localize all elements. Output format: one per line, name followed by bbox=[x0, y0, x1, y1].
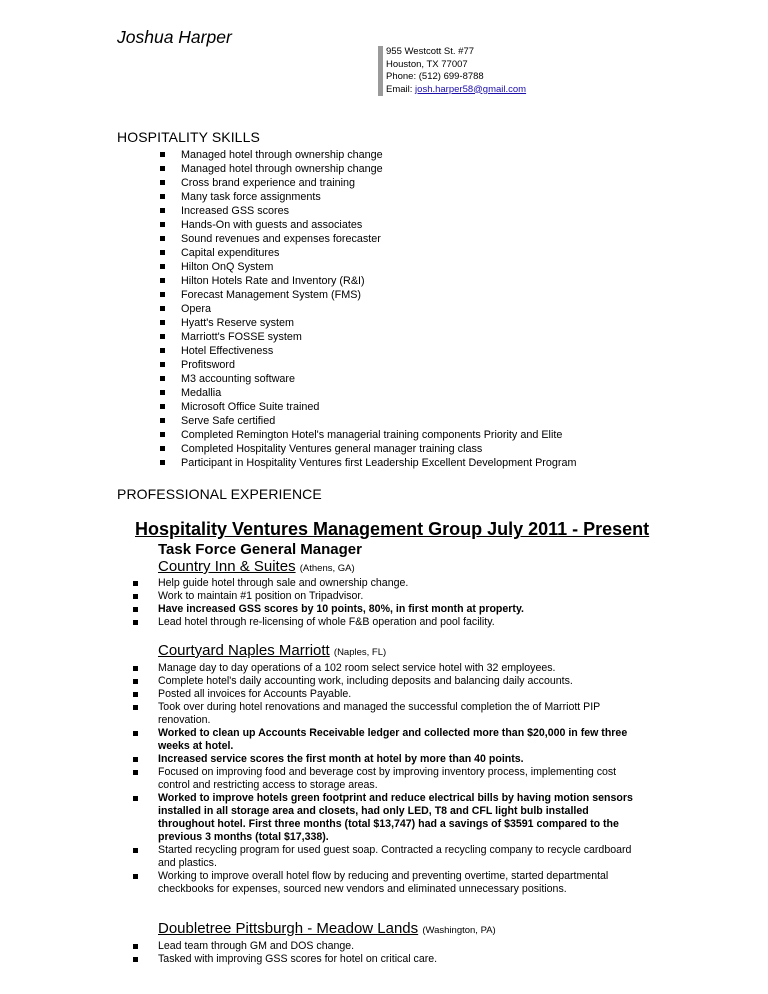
bullet-icon bbox=[160, 418, 165, 423]
list-item bbox=[133, 590, 643, 603]
bullet-icon bbox=[160, 222, 165, 227]
bullet-icon bbox=[160, 264, 165, 269]
skill-text: Completed Remington Hotel's managerial training components Priority and Elite bbox=[181, 429, 563, 441]
bullet-icon bbox=[160, 446, 165, 451]
skill-text: Managed hotel through ownership change bbox=[181, 163, 383, 175]
duty-text: Have increased GSS scores by 10 points, 80%, in first month at property. bbox=[158, 603, 524, 615]
role-title: Task Force General Manager bbox=[158, 541, 362, 558]
duties-list bbox=[133, 940, 643, 966]
skill-text: Hotel Effectiveness bbox=[181, 345, 274, 357]
bullet-icon bbox=[160, 166, 165, 171]
bullet-icon bbox=[133, 796, 138, 801]
bullet-icon bbox=[160, 278, 165, 283]
bullet-icon bbox=[160, 208, 165, 213]
list-item bbox=[160, 288, 576, 302]
skill-text: Medallia bbox=[181, 387, 222, 399]
duty-text: Increased service scores the first month at hotel by more than 40 points. bbox=[158, 753, 524, 765]
skill-text: Hyatt's Reserve system bbox=[181, 317, 295, 329]
list-item bbox=[160, 204, 576, 218]
address-line-2: Houston, TX 77007 bbox=[386, 58, 468, 70]
bullet-icon bbox=[133, 757, 138, 762]
bullet-icon bbox=[160, 320, 165, 325]
bullet-icon bbox=[160, 194, 165, 199]
bullet-icon bbox=[133, 944, 138, 949]
list-item bbox=[133, 727, 643, 753]
skill-text: Hilton Hotels Rate and Inventory (R&I) bbox=[181, 275, 365, 287]
duty-text: Tasked with improving GSS scores for hotel on critical care. bbox=[158, 953, 438, 965]
property-title bbox=[158, 642, 386, 659]
email-line bbox=[386, 84, 548, 97]
list-item bbox=[160, 232, 576, 246]
email-label: Email: bbox=[386, 83, 416, 95]
list-item bbox=[160, 274, 576, 288]
property-location: (Washington, PA) bbox=[422, 925, 496, 936]
bullet-icon bbox=[160, 376, 165, 381]
list-item bbox=[160, 344, 576, 358]
list-item bbox=[160, 218, 576, 232]
skill-text: Participant in Hospitality Ventures first Leadership Excellent Development Program bbox=[181, 457, 577, 469]
list-item bbox=[133, 688, 643, 701]
duty-text: Complete hotel's daily accounting work, including deposits and balancing daily accounts. bbox=[158, 675, 573, 687]
bullet-icon bbox=[133, 770, 138, 775]
duty-text: Took over during hotel renovations and managed the successful completion the of Marriott PIP renovation. bbox=[158, 701, 601, 726]
duty-text: Lead team through GM and DOS change. bbox=[158, 940, 355, 952]
duty-text: Help guide hotel through sale and ownership change. bbox=[158, 577, 409, 589]
skills-heading: HOSPITALITY SKILLS bbox=[117, 129, 260, 145]
list-item bbox=[160, 442, 576, 456]
duty-text: Worked to clean up Accounts Receivable ledger and collected more than $20,000 in few three weeks at hotel. bbox=[158, 727, 628, 752]
list-item bbox=[160, 456, 576, 470]
list-item bbox=[133, 792, 643, 844]
duty-text: Posted all invoices for Accounts Payable. bbox=[158, 688, 352, 700]
list-item bbox=[133, 870, 643, 896]
bullet-icon bbox=[160, 180, 165, 185]
list-item bbox=[160, 386, 576, 400]
list-item bbox=[133, 844, 643, 870]
bullet-icon bbox=[133, 731, 138, 736]
experience-heading: PROFESSIONAL EXPERIENCE bbox=[117, 486, 322, 502]
bullet-icon bbox=[133, 705, 138, 710]
property-location: (Athens, GA) bbox=[299, 563, 355, 574]
skill-text: M3 accounting software bbox=[181, 373, 296, 385]
list-item bbox=[160, 246, 576, 260]
list-item bbox=[160, 190, 576, 204]
duty-text: Lead hotel through re-licensing of whole F&B operation and pool facility. bbox=[158, 616, 495, 628]
duty-text: Working to improve overall hotel flow by reducing and preventing overtime, started departmental checkbooks for expenses, sourced new vendors and eliminated unnecessary positions. bbox=[158, 870, 609, 895]
skill-text: Hands-On with guests and associates bbox=[181, 219, 363, 231]
skill-text: Profitsword bbox=[181, 359, 236, 371]
bullet-icon bbox=[160, 250, 165, 255]
bullet-icon bbox=[160, 306, 165, 311]
bullet-icon bbox=[160, 236, 165, 241]
bullet-icon bbox=[133, 848, 138, 853]
bullet-icon bbox=[160, 432, 165, 437]
bullet-icon bbox=[133, 957, 138, 962]
skill-text: Microsoft Office Suite trained bbox=[181, 401, 320, 413]
duty-text: Manage day to day operations of a 102 room select service hotel with 32 employees. bbox=[158, 662, 556, 674]
bullet-icon bbox=[133, 692, 138, 697]
list-item bbox=[133, 940, 643, 953]
list-item bbox=[160, 260, 576, 274]
property-location: (Naples, FL) bbox=[333, 647, 387, 658]
skill-text: Serve Safe certified bbox=[181, 415, 276, 427]
skill-text: Marriott's FOSSE system bbox=[181, 331, 302, 343]
address-line-1: 955 Westcott St. #77 bbox=[386, 46, 475, 57]
duty-text: Started recycling program for used guest soap. Contracted a recycling company to recycle cardboard and plastics. bbox=[158, 844, 632, 869]
list-item bbox=[133, 662, 643, 675]
property-title bbox=[158, 920, 496, 937]
bullet-icon bbox=[160, 362, 165, 367]
candidate-name: Joshua Harper bbox=[117, 27, 232, 47]
contact-block bbox=[378, 46, 548, 96]
bullet-icon bbox=[133, 607, 138, 612]
bullet-icon bbox=[160, 404, 165, 409]
list-item bbox=[160, 148, 576, 162]
list-item bbox=[160, 358, 576, 372]
list-item bbox=[160, 372, 576, 386]
list-item bbox=[133, 953, 643, 966]
bullet-icon bbox=[160, 334, 165, 339]
phone-line: Phone: (512) 699-8788 bbox=[386, 71, 484, 82]
list-item bbox=[160, 400, 576, 414]
duty-text: Work to maintain #1 position on Tripadvisor. bbox=[158, 590, 364, 602]
duties-list bbox=[133, 577, 643, 629]
duty-text: Worked to improve hotels green footprint and reduce electrical bills by having motion sensors installed in all storage area and closets, had only LED, T8 and CFL light bulb installed throughout hotel. First three months (total $13,747) had a savings of $3591 compared to the previous 3 months (total $17,338). bbox=[158, 792, 633, 843]
list-item bbox=[133, 675, 643, 688]
property-name: Doubletree Pittsburgh - Meadow Lands bbox=[158, 920, 419, 937]
skill-text: Many task force assignments bbox=[181, 191, 321, 203]
skill-text: Completed Hospitality Ventures general manager training class bbox=[181, 443, 483, 455]
bullet-icon bbox=[133, 620, 138, 625]
list-item bbox=[133, 753, 643, 766]
skill-text: Forecast Management System (FMS) bbox=[181, 289, 361, 301]
skill-text: Hilton OnQ System bbox=[181, 261, 274, 273]
list-item bbox=[160, 316, 576, 330]
bullet-icon bbox=[160, 152, 165, 157]
property-title bbox=[158, 558, 355, 575]
list-item bbox=[160, 414, 576, 428]
bullet-icon bbox=[160, 390, 165, 395]
list-item bbox=[133, 577, 643, 590]
skill-text: Cross brand experience and training bbox=[181, 177, 356, 189]
list-item bbox=[160, 176, 576, 190]
property-name: Courtyard Naples Marriott bbox=[158, 642, 330, 659]
bullet-icon bbox=[160, 348, 165, 353]
duties-list bbox=[133, 662, 643, 896]
bullet-icon bbox=[160, 292, 165, 297]
bullet-icon bbox=[133, 666, 138, 671]
skill-text: Increased GSS scores bbox=[181, 205, 290, 217]
list-item bbox=[160, 162, 576, 176]
list-item bbox=[133, 603, 643, 616]
list-item bbox=[160, 330, 576, 344]
bullet-icon bbox=[133, 581, 138, 586]
list-item bbox=[160, 428, 576, 442]
skill-text: Managed hotel through ownership change bbox=[181, 149, 383, 161]
list-item bbox=[133, 616, 643, 629]
duty-text: Focused on improving food and beverage cost by improving inventory process, implementing cost control and restricting access to storage areas. bbox=[158, 766, 617, 791]
property-name: Country Inn & Suites bbox=[158, 558, 296, 575]
skill-text: Sound revenues and expenses forecaster bbox=[181, 233, 381, 245]
list-item bbox=[133, 766, 643, 792]
list-item bbox=[160, 302, 576, 316]
bullet-icon bbox=[133, 874, 138, 879]
skill-text: Opera bbox=[181, 303, 212, 315]
skill-text: Capital expenditures bbox=[181, 247, 280, 259]
skills-list bbox=[160, 148, 576, 470]
bullet-icon bbox=[133, 594, 138, 599]
bullet-icon bbox=[160, 460, 165, 465]
bullet-icon bbox=[133, 679, 138, 684]
email-link[interactable]: josh.harper58@gmail.com bbox=[415, 83, 527, 95]
list-item bbox=[133, 701, 643, 727]
company-title: Hospitality Ventures Management Group July 2011 - Present bbox=[135, 519, 650, 539]
